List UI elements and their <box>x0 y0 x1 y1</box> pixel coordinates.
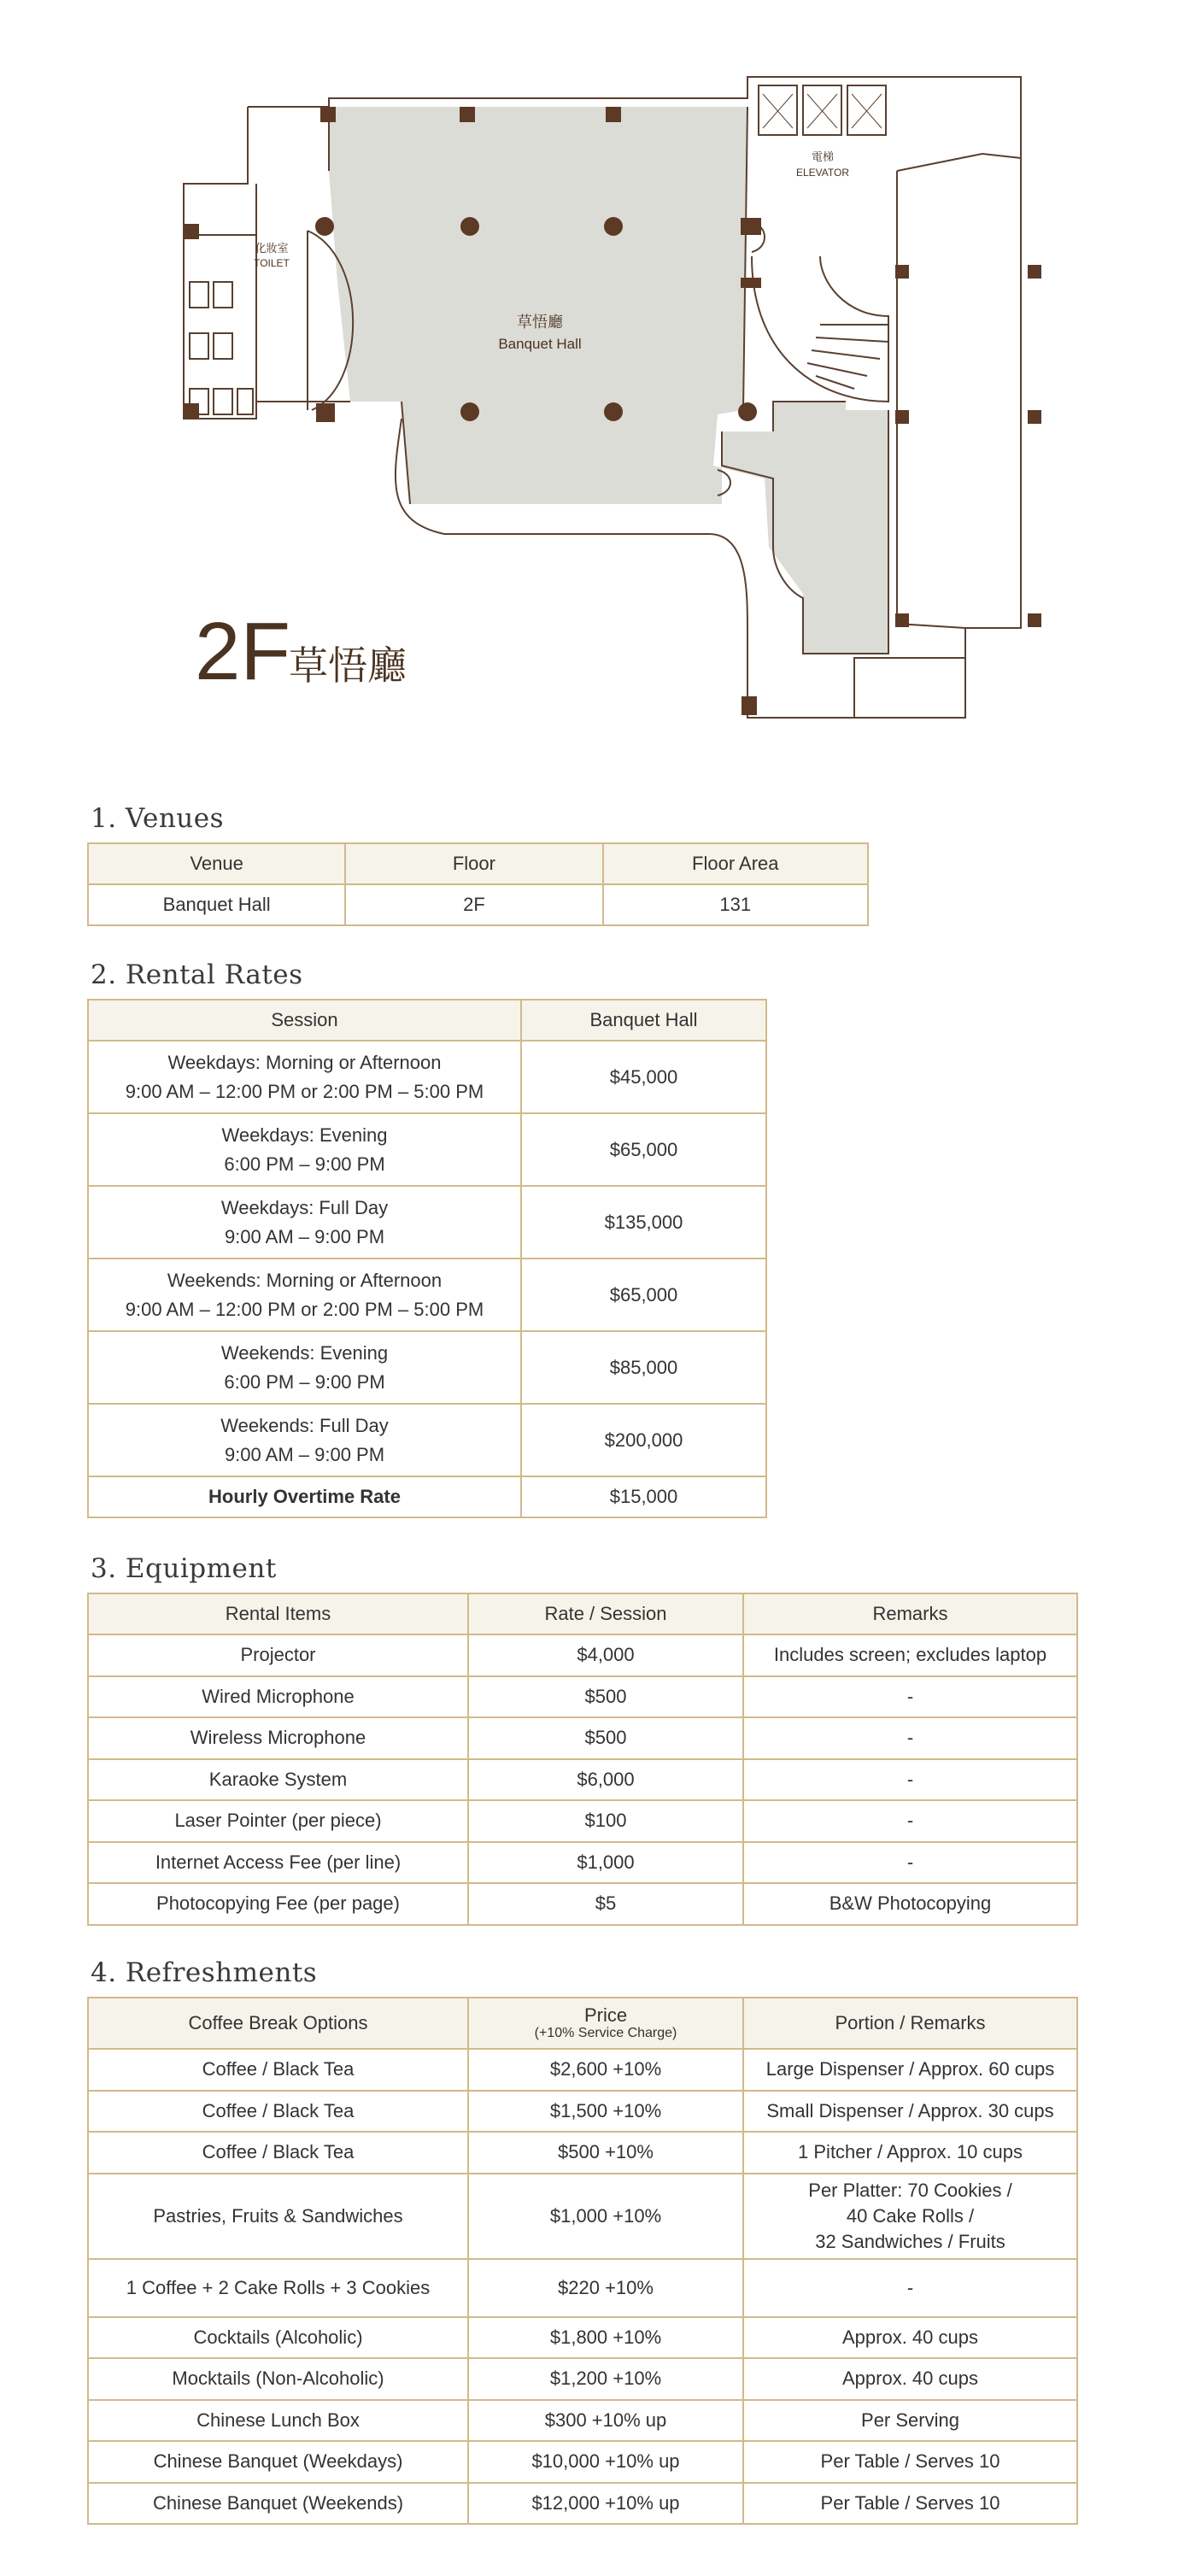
price-cell: $1,800 +10% <box>468 2317 743 2359</box>
session-cell: Weekdays: Evening 6:00 PM – 9:00 PM <box>88 1113 521 1186</box>
portion-cell: Per Table / Serves 10 <box>743 2441 1077 2483</box>
equip-header-item: Rental Items <box>88 1593 468 1634</box>
venue-area: 131 <box>603 884 868 925</box>
venue-floor: 2F <box>345 884 602 925</box>
table-row <box>88 2091 1077 2133</box>
price-cell: $300 +10% up <box>468 2400 743 2442</box>
table-row <box>88 2174 1077 2259</box>
option-cell: Coffee / Black Tea <box>88 2132 468 2174</box>
table-row <box>88 2483 1077 2525</box>
equipment-title: 3. Equipment <box>91 1553 277 1584</box>
option-cell: Chinese Lunch Box <box>88 2400 468 2442</box>
table-row <box>88 2317 1077 2359</box>
hall-label-cn: 草悟廳 <box>517 314 563 332</box>
item-cell: Internet Access Fee (per line) <box>88 1842 468 1884</box>
equip-header-rate: Rate / Session <box>468 1593 743 1634</box>
price-cell: $45,000 <box>521 1041 766 1113</box>
session-cell: Weekends: Full Day 9:00 AM – 9:00 PM <box>88 1404 521 1476</box>
table-row <box>88 1676 1077 1718</box>
portion-cell: Approx. 40 cups <box>743 2317 1077 2359</box>
table-row <box>88 1717 1077 1759</box>
session-cell: Weekends: Evening 6:00 PM – 9:00 PM <box>88 1331 521 1404</box>
refreshments-table <box>87 1997 1078 2525</box>
table-row <box>88 2441 1077 2483</box>
venues-header-venue: Venue <box>88 843 345 884</box>
option-cell: Pastries, Fruits & Sandwiches <box>88 2174 468 2259</box>
option-cell: Coffee / Black Tea <box>88 2091 468 2133</box>
table-row <box>88 2400 1077 2442</box>
session-cell: Weekdays: Morning or Afternoon 9:00 AM – 12:00 PM or 2:00 PM – 5:00 PM <box>88 1041 521 1113</box>
rate-cell: $100 <box>468 1800 743 1842</box>
rate-cell: $5 <box>468 1883 743 1925</box>
item-cell: Wireless Microphone <box>88 1717 468 1759</box>
rate-cell: $500 <box>468 1676 743 1718</box>
table-row <box>88 1842 1077 1884</box>
price-cell: $135,000 <box>521 1186 766 1259</box>
price-cell: $65,000 <box>521 1113 766 1186</box>
floor-label: 2F <box>195 606 291 697</box>
option-cell: Chinese Banquet (Weekdays) <box>88 2441 468 2483</box>
hall-label-en: Banquet Hall <box>498 336 582 352</box>
price-cell: $200,000 <box>521 1404 766 1476</box>
elevator-label-cn: 電梯 <box>811 151 835 164</box>
option-cell: Coffee / Black Tea <box>88 2049 468 2091</box>
overtime-label: Hourly Overtime Rate <box>88 1476 521 1517</box>
refresh-header-price: Price (+10% Service Charge) <box>468 1998 743 2049</box>
option-cell: Chinese Banquet (Weekends) <box>88 2483 468 2525</box>
item-cell: Photocopying Fee (per page) <box>88 1883 468 1925</box>
price-cell: $1,200 +10% <box>468 2358 743 2400</box>
item-cell: Karaoke System <box>88 1759 468 1801</box>
price-cell: $1,000 +10% <box>468 2174 743 2259</box>
rate-cell: $1,000 <box>468 1842 743 1884</box>
price-cell: $2,600 +10% <box>468 2049 743 2091</box>
remarks-cell: - <box>743 1717 1077 1759</box>
table-row <box>88 1759 1077 1801</box>
remarks-cell: B&W Photocopying <box>743 1883 1077 1925</box>
item-cell: Laser Pointer (per piece) <box>88 1800 468 1842</box>
portion-cell: Small Dispenser / Approx. 30 cups <box>743 2091 1077 2133</box>
rates-title: 2. Rental Rates <box>91 959 303 990</box>
portion-cell: Approx. 40 cups <box>743 2358 1077 2400</box>
rates-header-session: Session <box>88 1000 521 1041</box>
price-cell: $220 +10% <box>468 2259 743 2317</box>
portion-cell: Per Table / Serves 10 <box>743 2483 1077 2525</box>
floor-plan <box>0 0 1190 735</box>
price-cell: $12,000 +10% up <box>468 2483 743 2525</box>
table-row <box>88 2132 1077 2174</box>
table-row <box>88 1634 1077 1676</box>
option-cell: 1 Coffee + 2 Cake Rolls + 3 Cookies <box>88 2259 468 2317</box>
portion-cell: 1 Pitcher / Approx. 10 cups <box>743 2132 1077 2174</box>
table-row <box>88 1800 1077 1842</box>
table-row <box>88 1331 766 1404</box>
rates-header-hall: Banquet Hall <box>521 1000 766 1041</box>
refresh-header-portion: Portion / Remarks <box>743 1998 1077 2049</box>
table-row <box>88 1259 766 1331</box>
session-cell: Weekends: Morning or Afternoon 9:00 AM – 12:00 PM or 2:00 PM – 5:00 PM <box>88 1259 521 1331</box>
venues-header-area: Floor Area <box>603 843 868 884</box>
price-cell: $1,500 +10% <box>468 2091 743 2133</box>
option-cell: Mocktails (Non-Alcoholic) <box>88 2358 468 2400</box>
rate-cell: $6,000 <box>468 1759 743 1801</box>
table-row <box>88 1113 766 1186</box>
price-cell: $10,000 +10% up <box>468 2441 743 2483</box>
toilet-label-cn: 化妝室 <box>255 243 289 255</box>
table-row <box>88 884 868 925</box>
portion-cell: - <box>743 2259 1077 2317</box>
item-cell: Projector <box>88 1634 468 1676</box>
portion-cell: Per Platter: 70 Cookies / 40 Cake Rolls / 32 Sandwiches / Fruits <box>743 2174 1077 2259</box>
venues-header-floor: Floor <box>345 843 602 884</box>
venue-name: Banquet Hall <box>88 884 345 925</box>
remarks-cell: - <box>743 1842 1077 1884</box>
session-cell: Weekdays: Full Day 9:00 AM – 9:00 PM <box>88 1186 521 1259</box>
equip-header-remarks: Remarks <box>743 1593 1077 1634</box>
equipment-table <box>87 1593 1078 1926</box>
refresh-header-option: Coffee Break Options <box>88 1998 468 2049</box>
refreshments-title: 4. Refreshments <box>91 1957 318 1988</box>
overtime-price: $15,000 <box>521 1476 766 1517</box>
rate-cell: $500 <box>468 1717 743 1759</box>
venues-table <box>87 842 869 926</box>
elevator-label-en: ELEVATOR <box>795 167 850 179</box>
remarks-cell: - <box>743 1676 1077 1718</box>
toilet-label-en: TOILET <box>254 257 290 269</box>
price-cell: $85,000 <box>521 1331 766 1404</box>
rate-cell: $4,000 <box>468 1634 743 1676</box>
floor-name-cn: 草悟廳 <box>289 643 407 689</box>
remarks-cell: Includes screen; excludes laptop <box>743 1634 1077 1676</box>
table-row <box>88 1476 766 1517</box>
price-cell: $500 +10% <box>468 2132 743 2174</box>
table-row <box>88 1186 766 1259</box>
rates-table <box>87 999 767 1518</box>
table-row <box>88 2358 1077 2400</box>
item-cell: Wired Microphone <box>88 1676 468 1718</box>
price-cell: $65,000 <box>521 1259 766 1331</box>
portion-cell: Large Dispenser / Approx. 60 cups <box>743 2049 1077 2091</box>
remarks-cell: - <box>743 1759 1077 1801</box>
table-row <box>88 2049 1077 2091</box>
table-row <box>88 2259 1077 2317</box>
remarks-cell: - <box>743 1800 1077 1842</box>
table-row <box>88 1041 766 1113</box>
portion-cell: Per Serving <box>743 2400 1077 2442</box>
table-row <box>88 1404 766 1476</box>
option-cell: Cocktails (Alcoholic) <box>88 2317 468 2359</box>
venues-title: 1. Venues <box>91 803 225 834</box>
table-row <box>88 1883 1077 1925</box>
